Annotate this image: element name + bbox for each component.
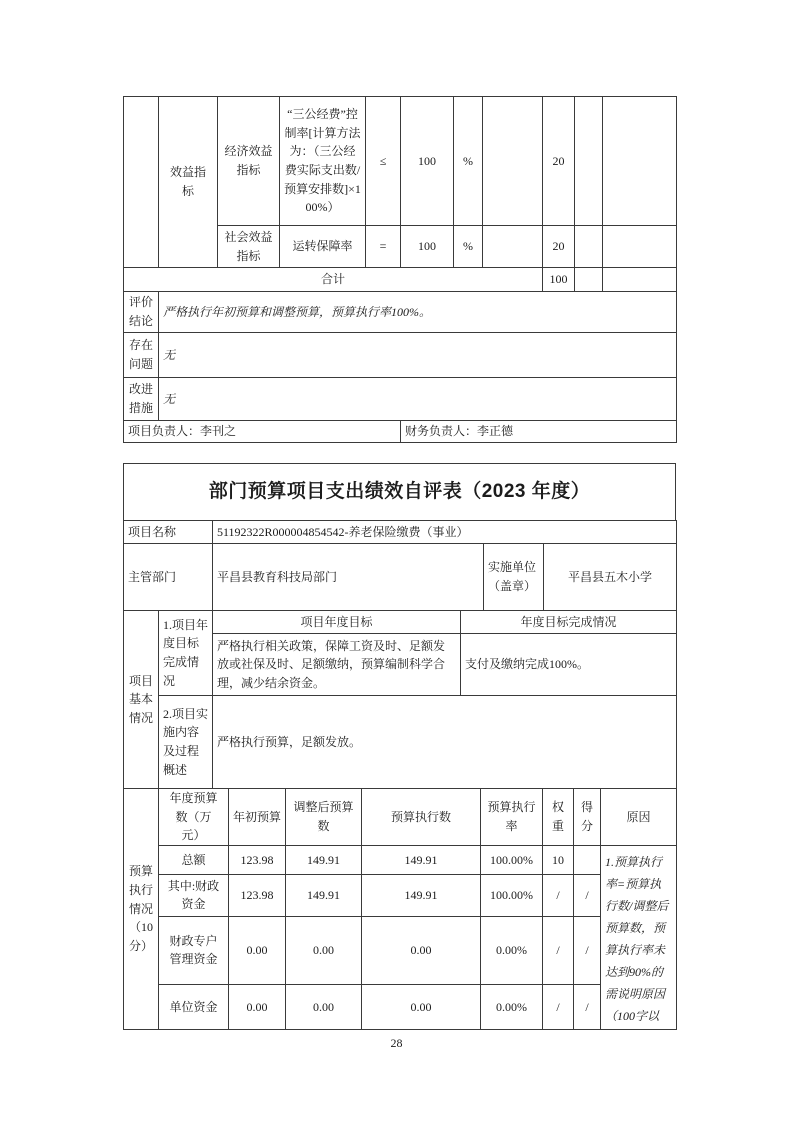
annual-goal-header-row (124, 611, 677, 634)
problems-label: 存在问题 (124, 333, 159, 378)
benefit-group-label: 效益指标 (159, 97, 218, 268)
budget-executed: 0.00 (362, 916, 481, 984)
basic-info-section-label: 项目基本情况 (124, 611, 159, 789)
conclusion-row (124, 292, 677, 333)
budget-initial: 123.98 (229, 846, 286, 875)
budget-row-label: 其中:财政资金 (159, 875, 229, 916)
economic-weight: 20 (543, 97, 575, 226)
budget-header-initial: 年初预算 (229, 789, 286, 846)
budget-row-label: 财政专户管理资金 (159, 916, 229, 984)
total-note-cell (603, 268, 677, 292)
budget-header-category: 年度预算数（万元） (159, 789, 229, 846)
spacer-cell (124, 97, 159, 268)
budget-adjusted: 0.00 (286, 916, 362, 984)
budget-header-score: 得分 (574, 789, 601, 846)
economic-indicator-name: “三公经费”控制率[计算方法为：（三公经费实际支出数/预算安排数]×100%） (280, 97, 366, 226)
budget-row-label: 单位资金 (159, 985, 229, 1030)
economic-benefit-row (124, 97, 677, 226)
measures-label: 改进措施 (124, 378, 159, 421)
budget-section-label: 预算执行情况（10分） (124, 789, 159, 1030)
table-title: 部门预算项目支出绩效自评表（2023 年度） (124, 464, 676, 521)
economic-category-label: 经济效益指标 (218, 97, 280, 226)
implementing-unit-label: 实施单位（盖章） (484, 544, 544, 611)
project-manager-signature: 项目负责人：李刊之 (124, 421, 401, 443)
budget-weight: / (543, 916, 574, 984)
budget-weight: 10 (543, 846, 574, 875)
problems-row (124, 333, 677, 378)
implementation-text: 严格执行预算，足额发放。 (213, 696, 677, 789)
finance-manager-signature: 财务负责人：李正德 (401, 421, 677, 443)
budget-adjusted: 149.91 (286, 846, 362, 875)
budget-adjusted: 149.91 (286, 875, 362, 916)
budget-rate: 0.00% (481, 985, 543, 1030)
economic-target-value: 100 (401, 97, 454, 226)
budget-header-weight: 权重 (543, 789, 574, 846)
project-name-row (123, 520, 677, 544)
annual-goal-label: 1.项目年度目标完成情况 (159, 611, 213, 696)
budget-score: / (574, 916, 601, 984)
social-weight: 20 (543, 226, 575, 268)
self-evaluation-table-title (123, 463, 676, 521)
budget-row-total (124, 846, 677, 875)
goal-completion-text: 支付及缴纳完成100%。 (461, 634, 677, 696)
budget-score (574, 846, 601, 875)
benefit-indicator-table (123, 96, 677, 443)
budget-initial: 123.98 (229, 875, 286, 916)
measures-text: 无 (159, 378, 677, 421)
budget-row-special-account (124, 916, 677, 984)
budget-rate: 100.00% (481, 846, 543, 875)
budget-header-reason: 原因 (601, 789, 677, 846)
budget-row-label: 总额 (159, 846, 229, 875)
department-value: 平昌县教育科技局部门 (213, 544, 484, 611)
social-indicator-name: 运转保障率 (280, 226, 366, 268)
implementation-label: 2.项目实施内容及过程概述 (159, 696, 213, 789)
budget-row-unit-funds (124, 985, 677, 1030)
budget-header-row (124, 789, 677, 846)
budget-weight: / (543, 985, 574, 1030)
measures-row (124, 378, 677, 421)
social-unit: % (454, 226, 483, 268)
social-target-value: 100 (401, 226, 454, 268)
social-category-label: 社会效益指标 (218, 226, 280, 268)
budget-weight: / (543, 875, 574, 916)
budget-executed: 0.00 (362, 985, 481, 1030)
budget-reason-note: 1.预算执行率=预算执行数/调整后预算数，预算执行率未达到90%的需说明原因（100字以 (601, 846, 677, 1030)
total-score-cell (575, 268, 603, 292)
department-row (123, 543, 677, 611)
budget-header-rate: 预算执行率 (481, 789, 543, 846)
page-number: 28 (390, 1036, 403, 1050)
budget-row-fiscal (124, 875, 677, 916)
budget-score: / (574, 985, 601, 1030)
total-label: 合计 (124, 268, 543, 292)
conclusion-label: 评价结论 (124, 292, 159, 333)
economic-operator: ≤ (366, 97, 401, 226)
budget-executed: 149.91 (362, 875, 481, 916)
social-actual-cell (483, 226, 543, 268)
economic-unit: % (454, 97, 483, 226)
social-operator: = (366, 226, 401, 268)
economic-actual-cell (483, 97, 543, 226)
total-value: 100 (543, 268, 575, 292)
budget-executed: 149.91 (362, 846, 481, 875)
economic-note-cell (603, 97, 677, 226)
goal-completion-header: 年度目标完成情况 (461, 611, 677, 634)
budget-rate: 0.00% (481, 916, 543, 984)
economic-score-cell (575, 97, 603, 226)
annual-goal-text: 严格执行相关政策，保障工资及时、足额发放或社保及时、足额缴纳，预算编制科学合理，减少结余资金。 (213, 634, 461, 696)
department-label: 主管部门 (124, 544, 213, 611)
budget-rate: 100.00% (481, 875, 543, 916)
budget-adjusted: 0.00 (286, 985, 362, 1030)
annual-goal-header: 项目年度目标 (213, 611, 461, 634)
budget-initial: 0.00 (229, 916, 286, 984)
budget-header-adjusted: 调整后预算数 (286, 789, 362, 846)
implementation-row (124, 696, 677, 789)
conclusion-text: 严格执行年初预算和调整预算，预算执行率100%。 (159, 292, 677, 333)
total-row (124, 268, 677, 292)
implementing-unit-value: 平昌县五木小学 (544, 544, 677, 611)
budget-execution-section (123, 788, 677, 1030)
budget-header-executed: 预算执行数 (362, 789, 481, 846)
project-name-value: 51192322R000004854542-养老保险缴费（事业） (213, 521, 677, 544)
social-score-cell (575, 226, 603, 268)
signatures-row (124, 421, 677, 443)
budget-score: / (574, 875, 601, 916)
basic-info-section (123, 610, 677, 789)
project-name-label: 项目名称 (124, 521, 213, 544)
budget-initial: 0.00 (229, 985, 286, 1030)
social-note-cell (603, 226, 677, 268)
problems-text: 无 (159, 333, 677, 378)
